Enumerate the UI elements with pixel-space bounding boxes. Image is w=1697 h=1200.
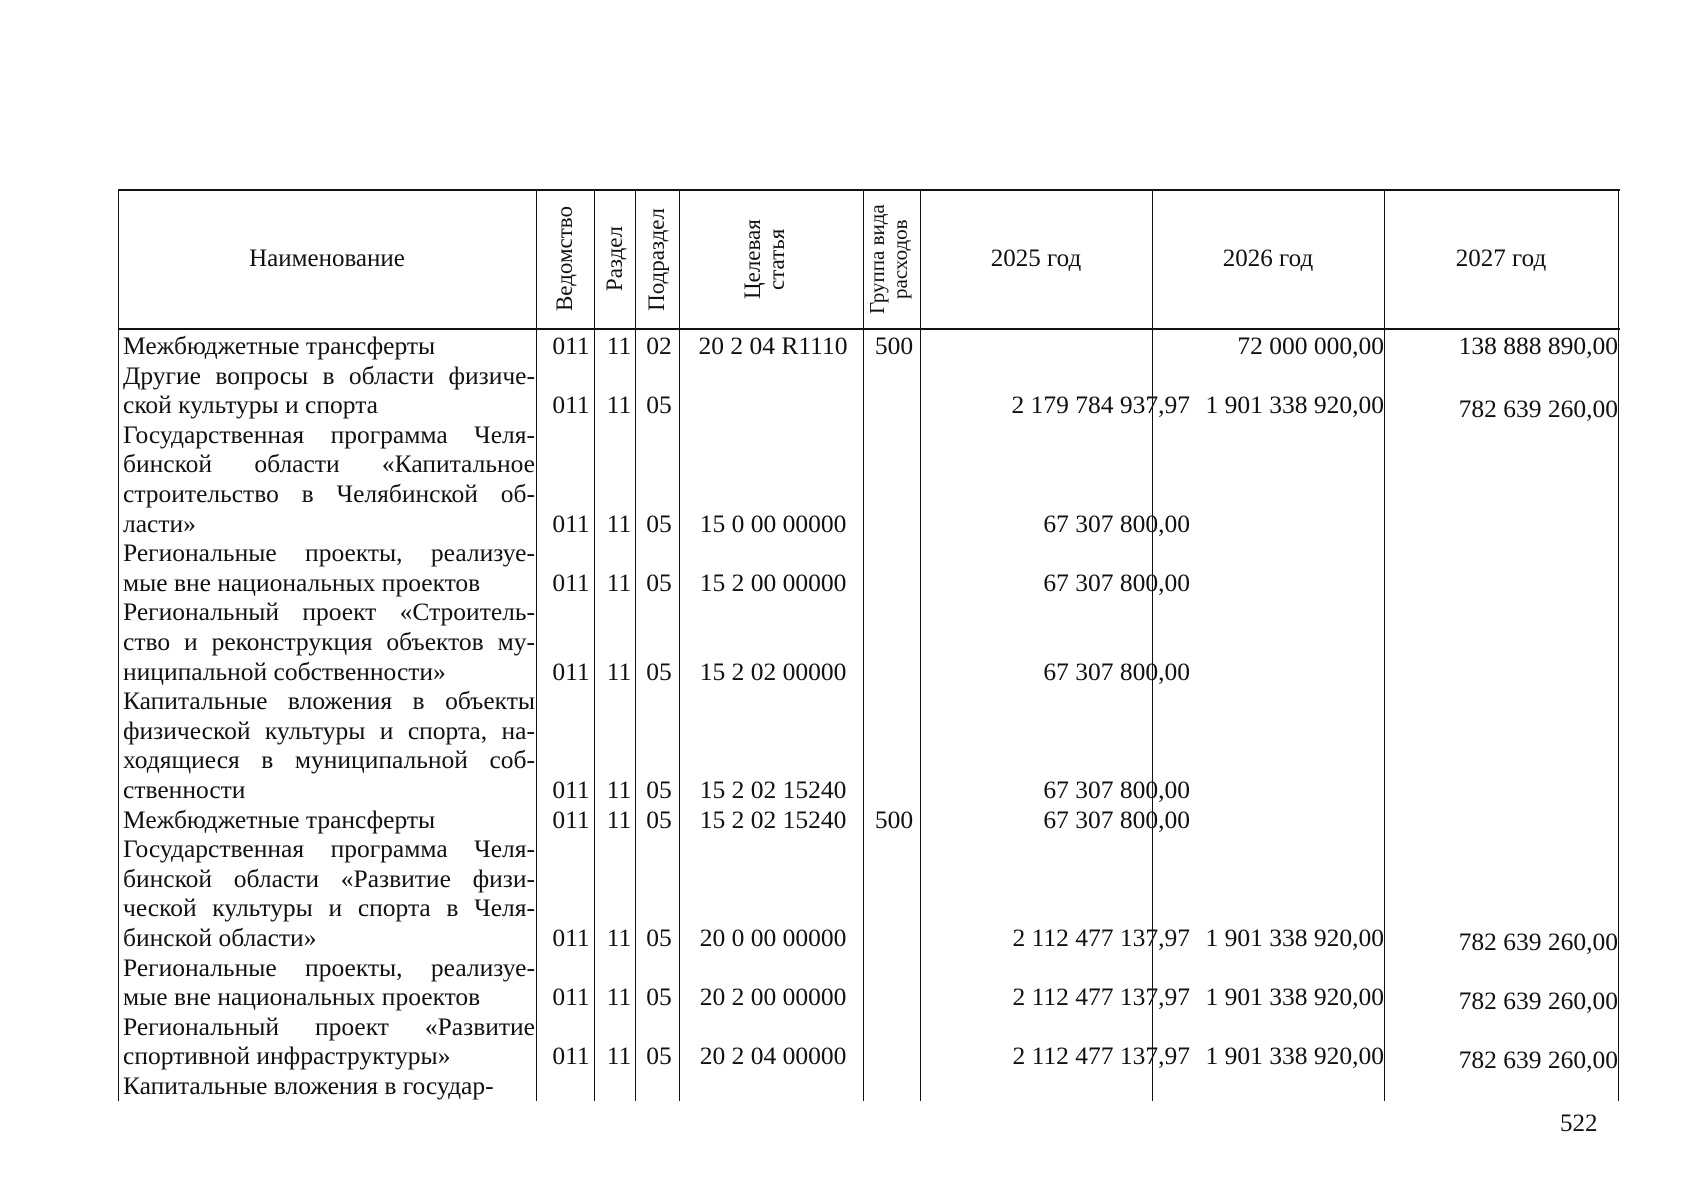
row-razdel: 11 <box>606 774 632 804</box>
row-2027: 782 639 260,00 <box>1458 986 1618 1016</box>
row-podrazdel: 05 <box>646 508 672 538</box>
row-name-line: ческой культуры и спорта в Челя- <box>123 893 535 923</box>
row-2025: 67 307 800,00 <box>1043 804 1190 834</box>
row-2025: 67 307 800,00 <box>1043 774 1190 804</box>
table-body <box>118 329 1620 1101</box>
row-name <box>123 834 535 952</box>
row-celevaya: 20 2 04 R1110 <box>698 331 848 360</box>
row-2027: 782 639 260,00 <box>1458 394 1618 424</box>
table-row <box>118 538 1620 597</box>
row-name-line: Другие вопросы в области физиче- <box>123 360 535 390</box>
row-vedomstvo: 011 <box>552 1041 590 1071</box>
row-razdel: 11 <box>606 922 632 952</box>
header-razdel-cell <box>594 189 635 329</box>
row-razdel: 11 <box>606 508 632 538</box>
row-2026: 1 901 338 920,00 <box>1205 922 1384 952</box>
row-vedomstvo: 011 <box>552 508 590 538</box>
row-name-line: ской культуры и спорта <box>123 390 378 420</box>
row-name <box>123 1012 535 1071</box>
row-name-line: мые вне национальных проектов <box>123 982 481 1012</box>
row-name-line: Капитальные вложения в объекты <box>123 686 535 716</box>
header-celevaya: Целевая статья <box>740 219 789 299</box>
row-celevaya: 15 2 00 00000 <box>699 567 847 597</box>
header-celevaya-cell <box>679 189 863 329</box>
row-razdel: 11 <box>606 656 632 686</box>
row-celevaya: 15 2 02 15240 <box>699 804 847 834</box>
table-row <box>118 1011 1620 1075</box>
row-podrazdel: 05 <box>646 774 672 804</box>
row-podrazdel: 02 <box>646 331 672 360</box>
table-row <box>118 952 1620 1016</box>
row-name-line: ство и реконструкция объектов му- <box>123 626 535 656</box>
row-name <box>123 805 535 835</box>
row-razdel: 11 <box>606 567 632 597</box>
row-name-line: Региональный проект «Развитие <box>123 1011 535 1041</box>
row-name-line: Капитальные вложения в государ- <box>123 1071 494 1100</box>
row-razdel: 11 <box>606 1041 632 1071</box>
row-podrazdel: 05 <box>646 804 672 834</box>
row-razdel: 11 <box>606 331 632 360</box>
header-razdel: Раздел <box>601 226 627 292</box>
row-2025: 67 307 800,00 <box>1043 508 1190 538</box>
row-name-line: физической культуры и спорта, на- <box>123 715 535 745</box>
row-2026: 1 901 338 920,00 <box>1205 390 1384 420</box>
table-row <box>118 1071 1620 1101</box>
row-razdel: 11 <box>606 804 632 834</box>
row-celevaya: 15 0 00 00000 <box>699 508 847 538</box>
header-podrazdel-cell <box>635 189 679 329</box>
row-name-line: Региональный проект «Строитель- <box>123 597 535 627</box>
row-vedomstvo: 011 <box>552 331 590 360</box>
row-2027: 782 639 260,00 <box>1458 926 1618 956</box>
row-podrazdel: 05 <box>646 982 672 1012</box>
header-gruppa: Группа вида расходов <box>864 204 912 314</box>
row-name <box>123 686 535 804</box>
row-name <box>123 538 535 597</box>
row-2027: 138 888 890,00 <box>1458 331 1618 360</box>
row-name-line: ласти» <box>123 508 196 538</box>
row-2025: 67 307 800,00 <box>1043 567 1190 597</box>
row-vedomstvo: 011 <box>552 982 590 1012</box>
row-razdel: 11 <box>606 390 632 420</box>
header-name: Наименование <box>249 245 405 272</box>
row-name <box>123 597 535 686</box>
row-name-line: Государственная программа Челя- <box>123 419 535 449</box>
row-vedomstvo: 011 <box>552 922 590 952</box>
row-razdel: 11 <box>606 982 632 1012</box>
row-name-line: Государственная программа Челя- <box>123 834 535 864</box>
header-2025: 2025 год <box>990 245 1082 272</box>
row-2025: 2 179 784 937,97 <box>1011 390 1190 420</box>
row-celevaya: 20 0 00 00000 <box>699 922 847 952</box>
row-2027: 782 639 260,00 <box>1458 1045 1618 1075</box>
row-podrazdel: 05 <box>646 1041 672 1071</box>
header-podrazdel: Подраздел <box>644 207 669 311</box>
row-name-line: ниципальной собственности» <box>123 656 446 686</box>
row-name-line: бинской области» <box>123 922 317 952</box>
row-name <box>123 331 535 361</box>
row-name-line: Региональные проекты, реализуе- <box>123 952 535 982</box>
row-gruppa: 500 <box>874 331 914 360</box>
row-2026: 1 901 338 920,00 <box>1205 982 1384 1012</box>
row-vedomstvo: 011 <box>552 656 590 686</box>
table-row <box>118 360 1620 424</box>
page-number: 522 <box>1560 1110 1598 1137</box>
header-vedomstvo-cell <box>536 189 594 329</box>
header-2026: 2026 год <box>1222 245 1314 272</box>
row-name-line: спортивной инфраструктуры» <box>123 1041 451 1071</box>
row-name <box>123 1071 535 1101</box>
row-name-line: бинской области «Капитальное <box>123 449 535 479</box>
table-row <box>118 597 1620 686</box>
row-name-line: Региональные проекты, реализуе- <box>123 538 535 568</box>
row-2025: 67 307 800,00 <box>1043 656 1190 686</box>
row-name-line: ственности <box>123 774 246 804</box>
row-name-line: бинской области «Развитие физи- <box>123 863 535 893</box>
table-row <box>118 686 1620 804</box>
row-podrazdel: 05 <box>646 567 672 597</box>
row-podrazdel: 05 <box>646 656 672 686</box>
row-celevaya: 15 2 02 00000 <box>699 656 847 686</box>
row-vedomstvo: 011 <box>552 774 590 804</box>
table-row <box>118 805 1620 835</box>
row-2025: 2 112 477 137,97 <box>1012 1041 1190 1071</box>
table-row <box>118 420 1620 538</box>
row-podrazdel: 05 <box>646 390 672 420</box>
row-podrazdel: 05 <box>646 922 672 952</box>
row-name-line: ходящиеся в муниципальной соб- <box>123 745 535 775</box>
table-row <box>118 834 1620 956</box>
row-name <box>123 361 535 420</box>
row-2026: 1 901 338 920,00 <box>1205 1041 1384 1071</box>
row-celevaya: 15 2 02 15240 <box>699 774 847 804</box>
row-name-line: мые вне национальных проектов <box>123 567 481 597</box>
row-vedomstvo: 011 <box>552 390 590 420</box>
row-2026: 72 000 000,00 <box>1237 331 1384 360</box>
row-2025: 2 112 477 137,97 <box>1012 922 1190 952</box>
row-name <box>123 953 535 1012</box>
row-2025: 2 112 477 137,97 <box>1012 982 1190 1012</box>
header-gruppa-cell <box>863 189 920 329</box>
header-2027: 2027 год <box>1455 245 1547 272</box>
row-celevaya: 20 2 04 00000 <box>699 1041 847 1071</box>
row-vedomstvo: 011 <box>552 804 590 834</box>
header-vedomstvo: Ведомство <box>552 206 577 312</box>
row-name-line: Межбюджетные трансферты <box>123 331 436 360</box>
row-vedomstvo: 011 <box>552 567 590 597</box>
table-row <box>118 331 1620 361</box>
row-name-line: строительство в Челябинской об- <box>123 478 535 508</box>
row-name-line: Межбюджетные трансферты <box>123 804 436 834</box>
budget-table <box>118 189 1620 1101</box>
row-celevaya: 20 2 00 00000 <box>699 982 847 1012</box>
row-name <box>123 420 535 538</box>
row-gruppa: 500 <box>874 804 914 834</box>
